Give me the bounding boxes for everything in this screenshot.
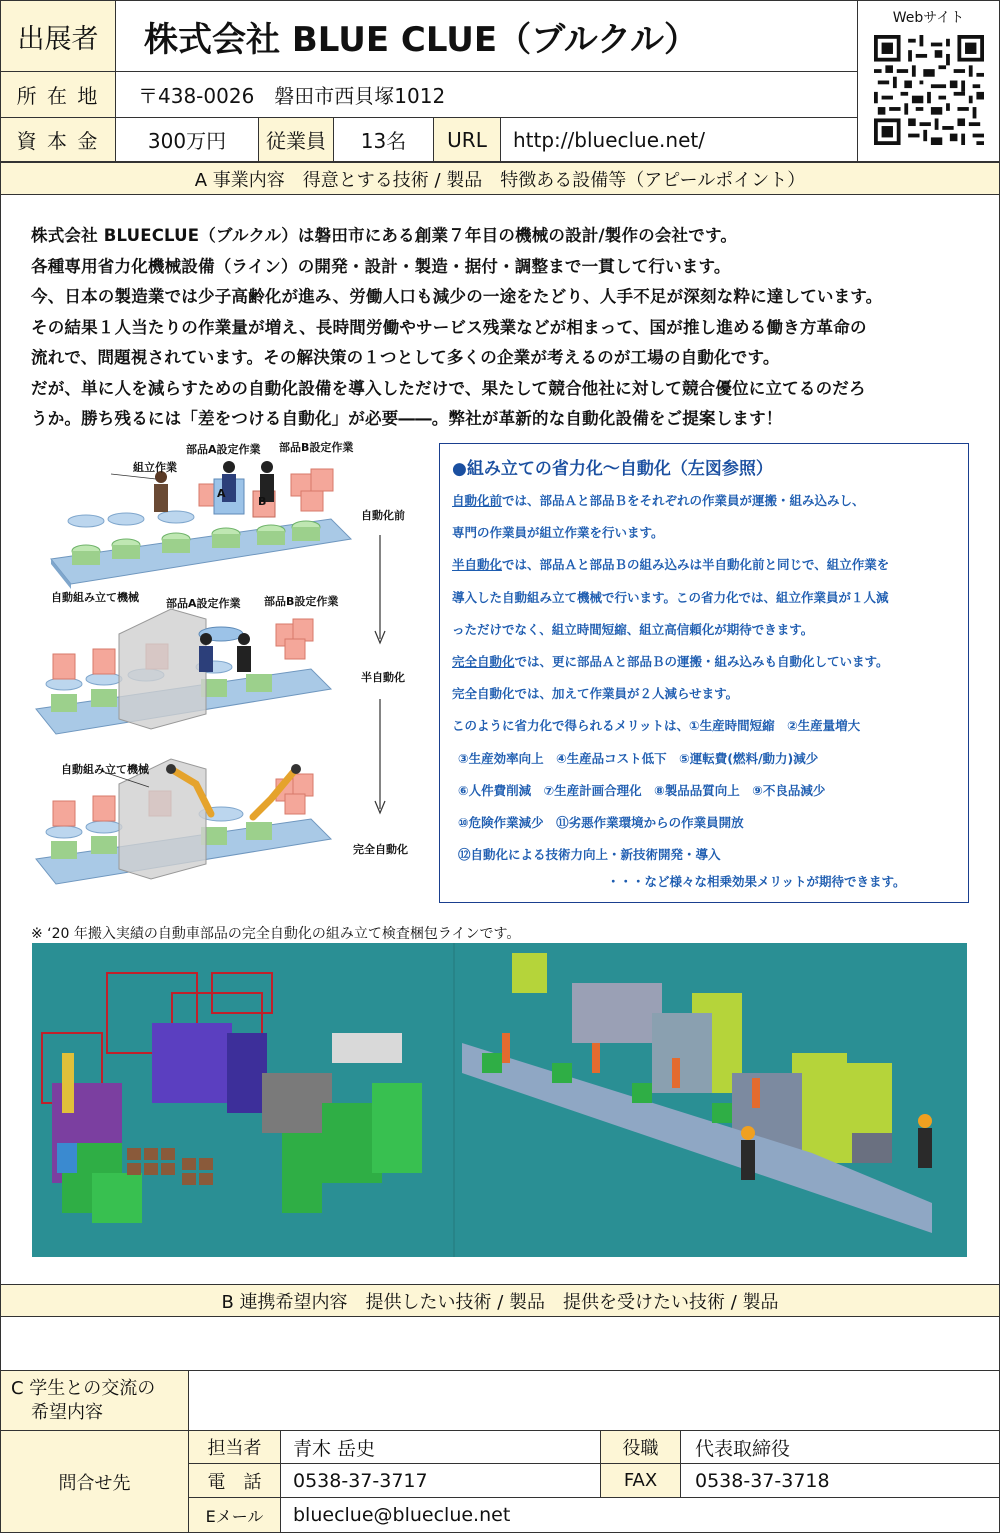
explanation-line: っただけでなく、組立時間短縮、組立高信頼化が期待できます。: [452, 621, 814, 637]
section-c-content: [189, 1371, 999, 1431]
explanation-line: ⑫自動化による技術力向上・新技術開発・導入: [458, 847, 721, 863]
label-part-b-2: 部品B設定作業: [264, 595, 339, 608]
explanation-line: 完全自動化では、加えて作業員が２人減らせます。: [452, 686, 739, 702]
explanation-line: このように省力化で得られるメリットは、①生産時間短縮 ②生産量増大: [452, 718, 861, 734]
url-label: URL: [434, 118, 501, 162]
term-semi: 半自動化: [452, 557, 503, 573]
paragraph-line: その結果１人当たりの作業量が増え、長時間労働やサービス残業などが相まって、国が推し進める働き方革命の: [31, 317, 867, 337]
explanation-line: [452, 646, 968, 678]
fax-value: 0538-37-3718: [681, 1464, 999, 1498]
employees-value: 13名: [334, 118, 434, 162]
stage-before: 自動化前: [361, 509, 405, 522]
term-full: 完全自動化: [452, 654, 515, 670]
label-machine-1: 自動組み立て機械: [51, 591, 139, 604]
exhibitor-label: 出展者: [1, 1, 116, 72]
address-value: 〒438-0026 磐田市西貝塚1012: [116, 72, 858, 118]
contact-label: 問合せ先: [1, 1431, 189, 1532]
term-before: 自動化前: [452, 493, 503, 508]
automation-diagram: [31, 439, 431, 909]
section-b-header: B 連携希望内容 提供したい技術 / 製品 提供を受けたい技術 / 製品: [1, 1284, 999, 1317]
label-machine-2: 自動組み立て機械: [61, 763, 149, 776]
web-label: Webサイト: [892, 10, 965, 26]
section-b-content: [1, 1317, 999, 1371]
paragraph-line: 各種専用省力化機械設備（ライン）の開発・設計・製造・据付・調整まで一貫して行います。: [31, 256, 731, 276]
line-text: では、部品Ａと部品Ｂをそれぞれの作業員が運搬・組み込みし、: [502, 493, 865, 508]
paragraph-line: うか。勝ち残るには「差をつける自動化」が必要――。弊社が革新的な自動化設備をご提案します！: [31, 409, 783, 428]
explanation-line: ⑩危険作業減少 ⑪劣悪作業環境からの作業員開放: [458, 815, 744, 831]
paragraph-line: 今、日本の製造業では少子高齢化が進み、労働人口も減少の一途をたどり、人手不足が深刻な粋に達しています。: [31, 287, 883, 306]
explanation-line: 専門の作業員が組立作業を行います。: [452, 525, 664, 541]
person-label: 担当者: [189, 1431, 281, 1464]
address-label: 所 在 地: [1, 72, 116, 118]
label-assembly: 組立作業: [133, 461, 177, 474]
explanation-line: ③生産効率向上 ④生産品コスト低下 ⑤運転費(燃料/動力)減少: [458, 750, 819, 766]
role-label: 役職: [601, 1431, 681, 1464]
paragraph-line: 流れで、問題視されています。その解決策の１つとして多くの企業が考えるのが工場の自動化です。: [31, 348, 780, 367]
explanation-line: ⑥人件費削減 ⑦生産計画合理化 ⑧製品品質向上 ⑨不良品減少: [458, 782, 826, 798]
explanation-line: [452, 485, 968, 517]
stage-semi: 半自動化: [361, 671, 405, 684]
label-part-b: 部品B設定作業: [279, 441, 354, 454]
phone-value[interactable]: 0538-37-3717: [281, 1464, 601, 1498]
section-c-title-line2: 希望内容: [31, 1402, 103, 1423]
person-value: 青木 岳史: [281, 1431, 601, 1464]
company-name: 株式会社 BLUE CLUE（ブルクル）: [116, 1, 858, 72]
qr-code-icon[interactable]: [874, 35, 984, 145]
email-value[interactable]: blueclue@blueclue.net: [293, 1504, 511, 1526]
fax-label: FAX: [601, 1464, 681, 1498]
capital-label: 資 本 金: [1, 118, 116, 162]
paragraph-line: 株式会社 BLUECLUE（ブルクル）は磐田市にある創業７年目の機械の設計/製作の会社です。: [31, 226, 738, 245]
photo-caption: ※ ‘20 年搬入実績の自動車部品の完全自動化の組み立て検査梱包ラインです。: [31, 926, 521, 942]
qr-panel: [858, 1, 999, 162]
role-value: 代表取締役: [681, 1431, 999, 1464]
automation-explanation-box: [439, 443, 969, 903]
label-part-a-2: 部品A設定作業: [166, 597, 241, 610]
section-a-header: A 事業内容 得意とする技術 / 製品 特徴ある設備等（アピールポイント）: [1, 162, 999, 195]
explanation-heading: ●組み立ての省力化～自動化（左図参照）: [452, 459, 773, 479]
section-c-title-line1: C 学生との交流の: [11, 1378, 156, 1399]
employees-label: 従業員: [259, 118, 334, 162]
explanation-line: ・・・など様々な相乗効果メリットが期待できます。: [607, 874, 906, 890]
capital-value: 300万円: [116, 118, 259, 162]
line-text: では、部品Ａと部品Ｂの組み込みは半自動化前と同じで、組立作業を: [502, 557, 890, 573]
explanation-line: 導入した自動組み立て機械で行います。この省力化では、組立作業員が１人減: [452, 589, 889, 605]
paragraph-line: だが、単に人を減らすための自動化設備を導入しただけで、果たして競合他社に対して競合優位に立てるのだろ: [31, 378, 866, 398]
phone-label: 電 話: [189, 1464, 281, 1498]
line-text: では、更に部品Ａと部品Ｂの運搬・組み込みも自動化しています。: [514, 654, 889, 670]
business-description: [31, 221, 981, 435]
box-a-label: A: [217, 487, 226, 500]
box-b-label: B: [258, 495, 267, 508]
section-c-label: [1, 1371, 189, 1431]
email-label: Eメール: [189, 1498, 281, 1532]
explanation-line: [452, 549, 968, 581]
production-line-image: [32, 943, 967, 1257]
url-link[interactable]: http://blueclue.net/: [501, 118, 858, 162]
label-part-a: 部品A設定作業: [186, 443, 261, 456]
stage-full: 完全自動化: [353, 843, 408, 856]
production-line-illustration: [32, 943, 967, 1257]
